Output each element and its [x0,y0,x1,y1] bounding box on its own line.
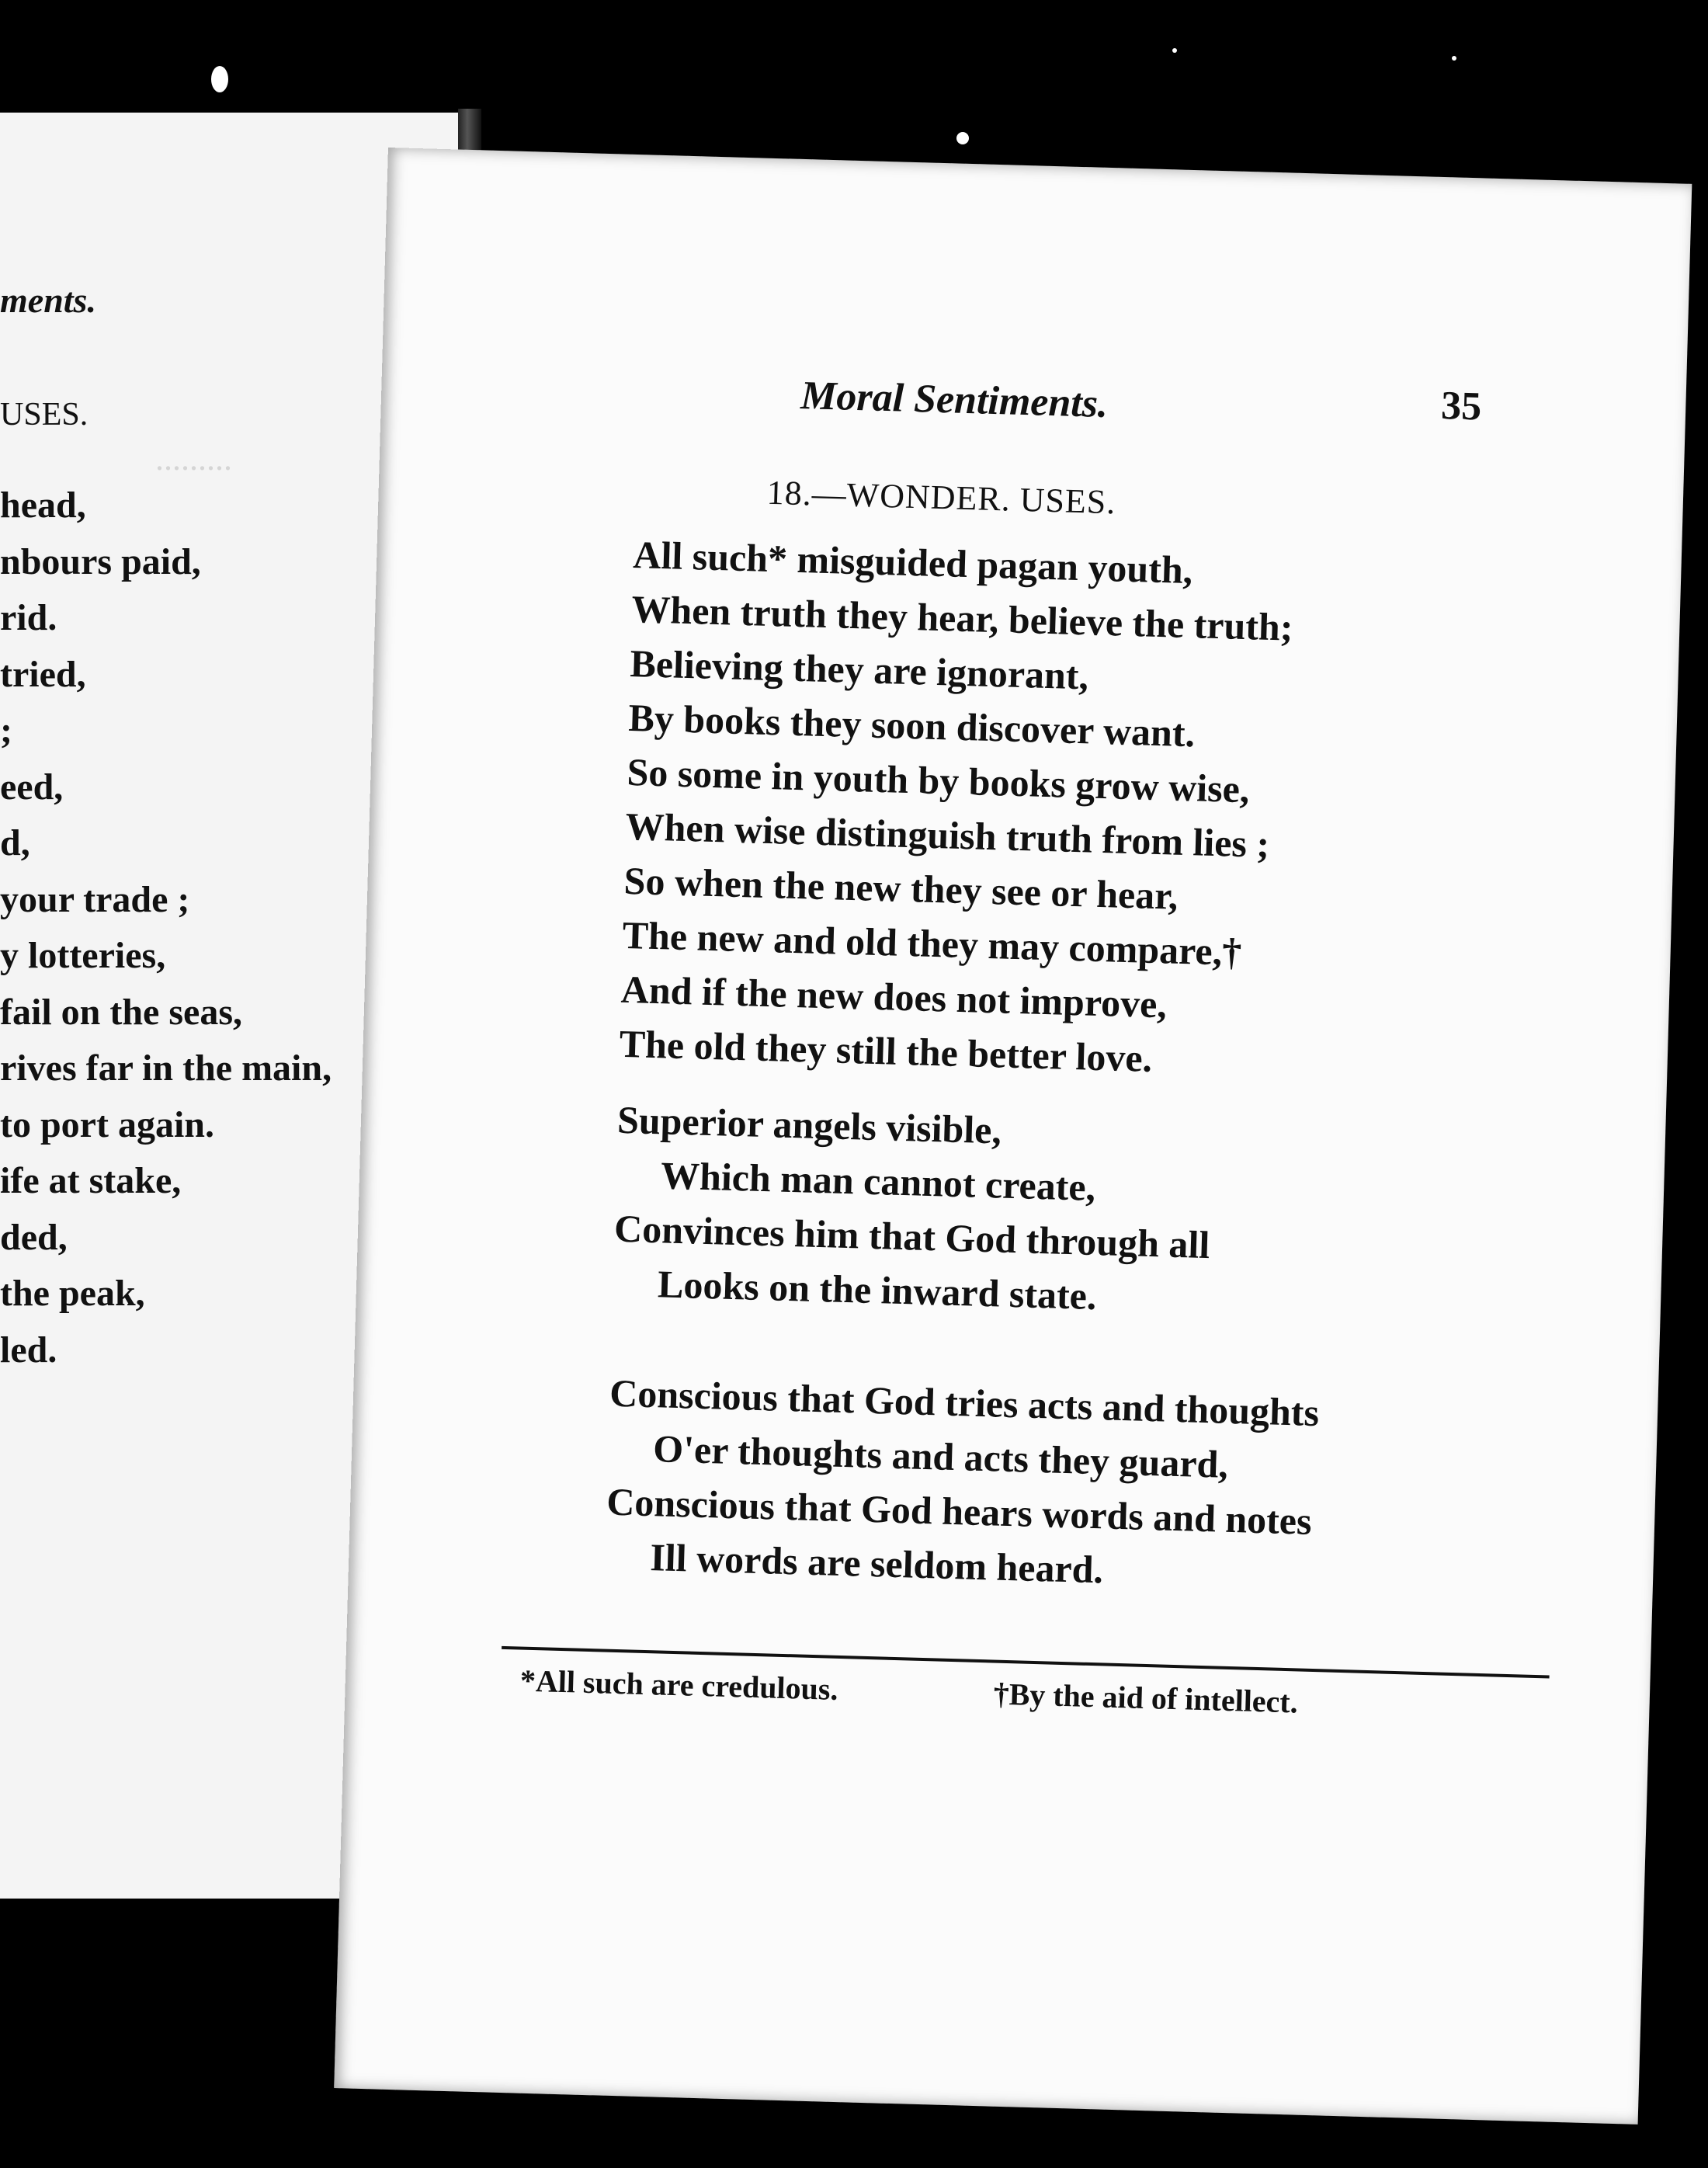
stanza-2 [612,1093,1213,1326]
left-line: to port again. [0,1103,214,1145]
verse-line: Superior angels visible, [616,1097,1002,1152]
left-line: nbours paid, [0,540,201,582]
verse-line: Conscious that God hears words and notes [606,1479,1313,1543]
verse-line: And if the new does not improve, [620,967,1168,1027]
left-line: your trade ; [0,878,190,920]
left-section-heading: USES. [0,397,89,433]
stanza-3 [604,1366,1319,1603]
left-line: d, [0,822,30,863]
verse-line: Conscious that God tries acts and thoughts [609,1371,1320,1435]
left-line: ; [0,710,12,751]
scan-speck [1172,48,1177,53]
left-line: fail on the seas, [0,991,242,1033]
footnotes [519,1662,1529,1720]
left-line: rid. [0,597,57,638]
left-line: ife at stake, [0,1160,182,1201]
right-page [334,148,1692,2125]
verse-line: Convinces him that God through all [613,1206,1211,1267]
footnote: †By the aid of intellect. [993,1676,1299,1720]
verse-line: The old they still the better love. [619,1021,1153,1080]
running-head: Moral Sentiments. [800,373,1109,427]
verse-line: Ill words are seldom heard. [649,1535,1104,1592]
verse-line: When wise distinguish truth from lies ; [624,804,1270,867]
bleed-through-text: ......... [155,440,232,478]
scan-speck [211,66,228,92]
scan-speck [956,132,969,144]
stanza-1 [619,527,1295,1089]
left-line: y lotteries, [0,935,166,976]
verse-line: So when the new they see or hear, [623,858,1179,918]
verse-line: All such* misguided pagan youth, [632,533,1194,592]
left-line: eed, [0,766,64,808]
left-verse [0,478,332,1378]
verse-line: The new and old they may compare,† [622,912,1242,975]
section-heading: 18.—WONDER. USES. [766,473,1116,522]
verse-line: When truth they hear, believe the truth; [630,586,1294,649]
verse-line: O'er thoughts and acts they guard, [652,1426,1229,1486]
left-line: tried, [0,653,86,695]
verse-line: So some in youth by books grow wise, [626,749,1251,811]
left-running-head: ments. [0,280,96,320]
left-line: ded, [0,1216,68,1258]
page-number: 35 [1440,384,1483,429]
verse-line: By books they soon discover want. [627,695,1196,756]
verse-line: Looks on the inward state. [657,1262,1098,1319]
verse-line: Which man cannot create, [660,1153,1096,1209]
left-line: head, [0,485,86,526]
footnote: *All such are credulous. [519,1662,839,1707]
left-line: the peak, [0,1273,145,1314]
left-line: led. [0,1329,57,1371]
scan-speck [1452,56,1456,61]
left-line: rives far in the main, [0,1048,332,1089]
verse-line: Believing they are ignorant, [629,641,1089,698]
